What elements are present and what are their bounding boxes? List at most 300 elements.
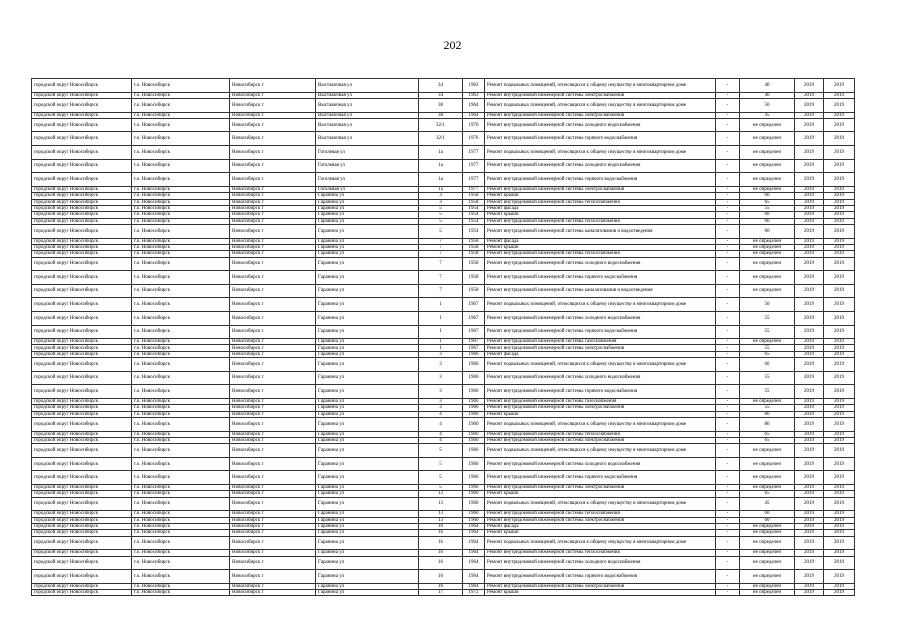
cell-locality: Новосибирск г xyxy=(230,271,316,285)
cell-house-number: 7 xyxy=(419,251,463,257)
cell-year-end: 2019 xyxy=(824,271,855,285)
cell-district: г.о. Новосибирск xyxy=(132,583,230,589)
cell-dash: - xyxy=(716,224,740,238)
cell-year-start: 2019 xyxy=(795,351,824,357)
cell-year-end: 2019 xyxy=(824,146,855,160)
cell-street: Гаранина ул xyxy=(316,398,419,404)
cell-build-year: 1964 xyxy=(463,536,485,550)
cell-dash: - xyxy=(716,417,740,431)
cell-district: г.о. Новосибирск xyxy=(132,92,230,98)
cell-cost: 60 xyxy=(740,212,795,218)
cell-year-end: 2019 xyxy=(824,491,855,497)
cell-district: г.о. Новосибирск xyxy=(132,339,230,345)
cell-street: Гаранина ул xyxy=(316,457,419,471)
cell-year-end: 2019 xyxy=(824,530,855,536)
cell-house-number: 16 xyxy=(419,536,463,550)
cell-cost: не определен xyxy=(740,251,795,257)
cell-build-year: 1977 xyxy=(463,173,485,187)
cell-work-type: Ремонт внутридомовой инженерной системы горячего водоснабжения xyxy=(485,173,716,187)
cell-street: Выставочная ул xyxy=(316,79,419,93)
cell-house-number: 1 xyxy=(419,298,463,312)
cell-street: Гаранина ул xyxy=(316,583,419,589)
cell-year-end: 2019 xyxy=(824,92,855,98)
cell-house-number: 3 xyxy=(419,398,463,404)
cell-build-year: 1964 xyxy=(463,550,485,556)
cell-district: г.о. Новосибирск xyxy=(132,385,230,399)
cell-work-type: Ремонт внутридомовой инженерной системы холодного водоснабжения xyxy=(485,556,716,570)
cell-year-end: 2019 xyxy=(824,132,855,146)
cell-year-start: 2019 xyxy=(795,570,824,584)
cell-house-number: 7 xyxy=(419,284,463,298)
cell-year-start: 2019 xyxy=(795,284,824,298)
cell-year-end: 2019 xyxy=(824,570,855,584)
cell-house-number: 1 xyxy=(419,311,463,325)
cell-street: Гаранина ул xyxy=(316,385,419,399)
cell-year-start: 2019 xyxy=(795,491,824,497)
cell-street: Гаранина ул xyxy=(316,257,419,271)
cell-house-number: 16 xyxy=(419,583,463,589)
table-row xyxy=(32,457,855,471)
cell-year-end: 2019 xyxy=(824,284,855,298)
cell-year-start: 2019 xyxy=(795,238,824,244)
cell-dash: - xyxy=(716,325,740,339)
cell-work-type: Ремонт крыши xyxy=(485,212,716,218)
cell-street: Гаранина ул xyxy=(316,298,419,312)
cell-cost: не определен xyxy=(740,271,795,285)
cell-year-start: 2019 xyxy=(795,251,824,257)
cell-district: г.о. Новосибирск xyxy=(132,590,230,596)
cell-municipality: городской округ Новосибирск xyxy=(32,405,132,411)
cell-district: г.о. Новосибирск xyxy=(132,224,230,238)
cell-dash: - xyxy=(716,159,740,173)
cell-house-number: 3 xyxy=(419,385,463,399)
cell-cost: 50 xyxy=(740,98,795,112)
cell-street: Гаранина ул xyxy=(316,471,419,485)
cell-house-number: 1 xyxy=(419,345,463,351)
cell-district: г.о. Новосибирск xyxy=(132,132,230,146)
cell-locality: Новосибирск г xyxy=(230,118,316,132)
cell-locality: Новосибирск г xyxy=(230,491,316,497)
cell-dash: - xyxy=(716,257,740,271)
cell-district: г.о. Новосибирск xyxy=(132,199,230,205)
cell-dash: - xyxy=(716,345,740,351)
cell-year-start: 2019 xyxy=(795,417,824,431)
cell-year-start: 2019 xyxy=(795,186,824,192)
cell-district: г.о. Новосибирск xyxy=(132,517,230,523)
cell-cost: 65 xyxy=(740,351,795,357)
cell-street: Гаранина ул xyxy=(316,251,419,257)
cell-dash: - xyxy=(716,556,740,570)
cell-build-year: 1966 xyxy=(463,358,485,372)
cell-year-end: 2019 xyxy=(824,437,855,443)
cell-year-start: 2019 xyxy=(795,339,824,345)
cell-work-type: Ремонт подвальных помещений, относящихся к общему имуществу в многоквартирном доме xyxy=(485,536,716,550)
cell-locality: Новосибирск г xyxy=(230,550,316,556)
cell-build-year: 1964 xyxy=(463,98,485,112)
cell-dash: - xyxy=(716,98,740,112)
cell-year-start: 2019 xyxy=(795,146,824,160)
cell-year-end: 2019 xyxy=(824,371,855,385)
table-row xyxy=(32,556,855,570)
cell-year-start: 2019 xyxy=(795,205,824,211)
cell-year-end: 2019 xyxy=(824,351,855,357)
cell-dash: - xyxy=(716,193,740,199)
cell-year-start: 2019 xyxy=(795,590,824,596)
cell-street: Гоголевая ул xyxy=(316,186,419,192)
cell-year-start: 2019 xyxy=(795,199,824,205)
cell-municipality: городской округ Новосибирск xyxy=(32,112,132,118)
cell-house-number: 7 xyxy=(419,244,463,250)
cell-street: Гаранина ул xyxy=(316,485,419,491)
cell-locality: Новосибирск г xyxy=(230,385,316,399)
cell-year-end: 2019 xyxy=(824,118,855,132)
cell-street: Гаранина ул xyxy=(316,411,419,417)
cell-work-type: Ремонт внутридомовой инженерной системы холодного водоснабжения xyxy=(485,311,716,325)
cell-cost: 60 xyxy=(740,224,795,238)
cell-build-year: 1958 xyxy=(463,251,485,257)
cell-year-start: 2019 xyxy=(795,411,824,417)
cell-cost: не определен xyxy=(740,485,795,491)
cell-cost: не определен xyxy=(740,159,795,173)
cell-street: Выставочная ул xyxy=(316,132,419,146)
cell-dash: - xyxy=(716,92,740,98)
cell-municipality: городской округ Новосибирск xyxy=(32,517,132,523)
cell-dash: - xyxy=(716,271,740,285)
cell-locality: Новосибирск г xyxy=(230,79,316,93)
cell-municipality: городской округ Новосибирск xyxy=(32,212,132,218)
cell-locality: Новосибирск г xyxy=(230,570,316,584)
cell-dash: - xyxy=(716,244,740,250)
cell-work-type: Ремонт подвальных помещений, относящихся к общему имуществу в многоквартирном доме xyxy=(485,417,716,431)
cell-year-start: 2019 xyxy=(795,358,824,372)
cell-municipality: городской округ Новосибирск xyxy=(32,536,132,550)
table-row xyxy=(32,536,855,550)
cell-cost: 50 xyxy=(740,298,795,312)
cell-build-year: 1963 xyxy=(463,92,485,98)
cell-locality: Новосибирск г xyxy=(230,590,316,596)
cell-dash: - xyxy=(716,471,740,485)
cell-build-year: 1966 xyxy=(463,398,485,404)
cell-district: г.о. Новосибирск xyxy=(132,491,230,497)
cell-street: Гаранина ул xyxy=(316,523,419,529)
cell-year-end: 2019 xyxy=(824,405,855,411)
cell-district: г.о. Новосибирск xyxy=(132,212,230,218)
cell-locality: Новосибирск г xyxy=(230,193,316,199)
cell-dash: - xyxy=(716,497,740,511)
cell-work-type: Ремонт внутридомовой инженерной системы электроснабжения xyxy=(485,112,716,118)
cell-street: Гаранина ул xyxy=(316,224,419,238)
cell-locality: Новосибирск г xyxy=(230,159,316,173)
cell-dash: - xyxy=(716,251,740,257)
table-row xyxy=(32,358,855,372)
cell-build-year: 1967 xyxy=(463,298,485,312)
cell-build-year: 1966 xyxy=(463,385,485,399)
cell-year-end: 2019 xyxy=(824,325,855,339)
cell-locality: Новосибирск г xyxy=(230,298,316,312)
cell-year-end: 2019 xyxy=(824,79,855,93)
cell-year-start: 2019 xyxy=(795,298,824,312)
cell-cost: не определен xyxy=(740,590,795,596)
cell-municipality: городской округ Новосибирск xyxy=(32,431,132,437)
cell-year-start: 2019 xyxy=(795,485,824,491)
cell-district: г.о. Новосибирск xyxy=(132,298,230,312)
cell-dash: - xyxy=(716,199,740,205)
cell-street: Гаранина ул xyxy=(316,212,419,218)
cell-municipality: городской округ Новосибирск xyxy=(32,485,132,491)
cell-district: г.о. Новосибирск xyxy=(132,205,230,211)
cell-municipality: городской округ Новосибирск xyxy=(32,530,132,536)
cell-district: г.о. Новосибирск xyxy=(132,471,230,485)
cell-year-end: 2019 xyxy=(824,98,855,112)
cell-build-year: 1966 xyxy=(463,351,485,357)
cell-house-number: 38 xyxy=(419,98,463,112)
cell-dash: - xyxy=(716,311,740,325)
cell-cost: 55 xyxy=(740,311,795,325)
cell-build-year: 1964 xyxy=(463,523,485,529)
cell-year-end: 2019 xyxy=(824,358,855,372)
cell-work-type: Ремонт внутридомовой инженерной системы горячего водоснабжения xyxy=(485,325,716,339)
cell-year-start: 2019 xyxy=(795,118,824,132)
cell-municipality: городской округ Новосибирск xyxy=(32,218,132,224)
cell-build-year: 1966 xyxy=(463,485,485,491)
cell-district: г.о. Новосибирск xyxy=(132,536,230,550)
cell-year-start: 2019 xyxy=(795,431,824,437)
cell-year-start: 2019 xyxy=(795,193,824,199)
cell-street: Гаранина ул xyxy=(316,405,419,411)
table-row xyxy=(32,159,855,173)
cell-dash: - xyxy=(716,411,740,417)
cell-street: Гаранина ул xyxy=(316,284,419,298)
cell-work-type: Ремонт внутридомовой инженерной системы горячего водоснабжения xyxy=(485,271,716,285)
cell-build-year: 1966 xyxy=(463,371,485,385)
cell-year-start: 2019 xyxy=(795,398,824,404)
cell-cost: не определен xyxy=(740,173,795,187)
cell-dash: - xyxy=(716,132,740,146)
table-row xyxy=(32,497,855,511)
cell-work-type: Ремонт внутридомовой инженерной системы холодного водоснабжения xyxy=(485,457,716,471)
cell-house-number: 16 xyxy=(419,523,463,529)
cell-dash: - xyxy=(716,238,740,244)
cell-street: Гаранина ул xyxy=(316,345,419,351)
page-number: 202 xyxy=(443,38,462,52)
cell-dash: - xyxy=(716,112,740,118)
cell-dash: - xyxy=(716,457,740,471)
cell-dash: - xyxy=(716,173,740,187)
cell-street: Гаранина ул xyxy=(316,339,419,345)
cell-build-year: 1954 xyxy=(463,218,485,224)
cell-dash: - xyxy=(716,118,740,132)
table-row xyxy=(32,471,855,485)
cell-year-start: 2019 xyxy=(795,244,824,250)
cell-municipality: городской округ Новосибирск xyxy=(32,257,132,271)
cell-build-year: 1964 xyxy=(463,570,485,584)
cell-work-type: Ремонт крыши xyxy=(485,590,716,596)
cell-year-end: 2019 xyxy=(824,497,855,511)
table-row xyxy=(32,271,855,285)
cell-year-end: 2019 xyxy=(824,457,855,471)
cell-municipality: городской округ Новосибирск xyxy=(32,224,132,238)
cell-house-number: 16 xyxy=(419,570,463,584)
cell-locality: Новосибирск г xyxy=(230,146,316,160)
cell-street: Гаранина ул xyxy=(316,517,419,523)
cell-municipality: городской округ Новосибирск xyxy=(32,118,132,132)
cell-house-number: 4 xyxy=(419,411,463,417)
cell-year-end: 2019 xyxy=(824,339,855,345)
cell-build-year: 1954 xyxy=(463,224,485,238)
cell-district: г.о. Новосибирск xyxy=(132,257,230,271)
cell-build-year: 1960 xyxy=(463,511,485,517)
cell-build-year: 1958 xyxy=(463,244,485,250)
table-row xyxy=(32,79,855,93)
cell-house-number: 1а xyxy=(419,146,463,160)
cell-year-start: 2019 xyxy=(795,385,824,399)
cell-year-end: 2019 xyxy=(824,298,855,312)
cell-municipality: городской округ Новосибирск xyxy=(32,511,132,517)
cell-year-end: 2019 xyxy=(824,411,855,417)
cell-locality: Новосибирск г xyxy=(230,98,316,112)
cell-district: г.о. Новосибирск xyxy=(132,271,230,285)
cell-house-number: 5 xyxy=(419,224,463,238)
cell-municipality: городской округ Новосибирск xyxy=(32,491,132,497)
cell-district: г.о. Новосибирск xyxy=(132,173,230,187)
cell-dash: - xyxy=(716,205,740,211)
cell-work-type: Ремонт внутридомовой инженерной системы канализования и водоотведения xyxy=(485,284,716,298)
cell-build-year: 1966 xyxy=(463,444,485,458)
cell-work-type: Ремонт подвальных помещений, относящихся к общему имуществу в многоквартирном доме xyxy=(485,146,716,160)
cell-cost: 45 xyxy=(740,112,795,118)
cell-build-year: 1964 xyxy=(463,556,485,570)
cell-district: г.о. Новосибирск xyxy=(132,570,230,584)
cell-cost: 55 xyxy=(740,405,795,411)
cell-cost: не определен xyxy=(740,530,795,536)
cell-house-number: 4 xyxy=(419,417,463,431)
cell-year-end: 2019 xyxy=(824,224,855,238)
cell-cost: 55 xyxy=(740,205,795,211)
cell-cost: не определен xyxy=(740,457,795,471)
cell-locality: Новосибирск г xyxy=(230,431,316,437)
cell-work-type: Ремонт внутридомовой инженерной системы электроснабжения xyxy=(485,186,716,192)
cell-house-number: 1а xyxy=(419,186,463,192)
cell-house-number: 13 xyxy=(419,491,463,497)
cell-work-type: Ремонт внутридомовой инженерной системы холодного водоснабжения xyxy=(485,118,716,132)
cell-build-year: 1977 xyxy=(463,186,485,192)
cell-year-end: 2019 xyxy=(824,583,855,589)
cell-work-type: Ремонт фасада xyxy=(485,523,716,529)
cell-work-type: Ремонт внутридомовой инженерной системы теплоснабжения xyxy=(485,511,716,517)
cell-house-number: 7 xyxy=(419,238,463,244)
cell-house-number: 1 xyxy=(419,339,463,345)
cell-house-number: 13 xyxy=(419,497,463,511)
cell-work-type: Ремонт подвальных помещений, относящихся к общему имуществу в многоквартирном доме xyxy=(485,79,716,93)
cell-municipality: городской округ Новосибирск xyxy=(32,146,132,160)
cell-work-type: Ремонт подвальных помещений, относящихся к общему имуществу в многоквартирном доме xyxy=(485,298,716,312)
table-row xyxy=(32,284,855,298)
cell-street: Гаранина ул xyxy=(316,325,419,339)
cell-dash: - xyxy=(716,491,740,497)
cell-locality: Новосибирск г xyxy=(230,238,316,244)
cell-year-end: 2019 xyxy=(824,550,855,556)
cell-cost: не определен xyxy=(740,146,795,160)
cell-year-end: 2019 xyxy=(824,511,855,517)
cell-street: Гаранина ул xyxy=(316,358,419,372)
cell-cost: 55 xyxy=(740,325,795,339)
cell-municipality: городской округ Новосибирск xyxy=(32,351,132,357)
cell-locality: Новосибирск г xyxy=(230,351,316,357)
table-row xyxy=(32,570,855,584)
cell-work-type: Ремонт крыши xyxy=(485,530,716,536)
cell-year-start: 2019 xyxy=(795,550,824,556)
cell-street: Гаранина ул xyxy=(316,271,419,285)
cell-dash: - xyxy=(716,437,740,443)
cell-district: г.о. Новосибирск xyxy=(132,371,230,385)
cell-locality: Новосибирск г xyxy=(230,224,316,238)
cell-cost: не определен xyxy=(740,583,795,589)
cell-work-type: Ремонт внутридомовой инженерной системы теплоснабжения xyxy=(485,199,716,205)
cell-municipality: городской округ Новосибирск xyxy=(32,79,132,93)
cell-year-end: 2019 xyxy=(824,251,855,257)
cell-municipality: городской округ Новосибирск xyxy=(32,132,132,146)
cell-year-start: 2019 xyxy=(795,471,824,485)
table-row xyxy=(32,325,855,339)
cell-dash: - xyxy=(716,485,740,491)
cell-street: Гоголевая ул xyxy=(316,159,419,173)
cell-dash: - xyxy=(716,385,740,399)
cell-cost: не определен xyxy=(740,536,795,550)
cell-year-start: 2019 xyxy=(795,112,824,118)
cell-work-type: Ремонт внутридомовой инженерной системы горячего водоснабжения xyxy=(485,385,716,399)
cell-dash: - xyxy=(716,146,740,160)
cell-cost: не определен xyxy=(740,257,795,271)
cell-house-number: 3 xyxy=(419,358,463,372)
cell-year-start: 2019 xyxy=(795,132,824,146)
cell-dash: - xyxy=(716,298,740,312)
table-body xyxy=(32,79,855,596)
cell-build-year: 1976 xyxy=(463,118,485,132)
cell-locality: Новосибирск г xyxy=(230,523,316,529)
cell-year-end: 2019 xyxy=(824,556,855,570)
cell-house-number: 1а xyxy=(419,173,463,187)
cell-year-end: 2019 xyxy=(824,193,855,199)
cell-work-type: Ремонт подвальных помещений, относящихся к общему имуществу в многоквартирном доме xyxy=(485,98,716,112)
table-row xyxy=(32,444,855,458)
cell-year-start: 2019 xyxy=(795,79,824,93)
cell-work-type: Ремонт внутридомовой инженерной системы холодного водоснабжения xyxy=(485,257,716,271)
cell-street: Гаранина ул xyxy=(316,511,419,517)
cell-municipality: городской округ Новосибирск xyxy=(32,523,132,529)
cell-cost: не определен xyxy=(740,444,795,458)
cell-dash: - xyxy=(716,339,740,345)
cell-locality: Новосибирск г xyxy=(230,205,316,211)
cell-cost: 65 xyxy=(740,491,795,497)
cell-street: Гаранина ул xyxy=(316,536,419,550)
table-row xyxy=(32,224,855,238)
cell-build-year: 1967 xyxy=(463,325,485,339)
cell-locality: Новосибирск г xyxy=(230,417,316,431)
cell-work-type: Ремонт внутридомовой инженерной системы газоснабжения xyxy=(485,398,716,404)
cell-locality: Новосибирск г xyxy=(230,530,316,536)
cell-build-year: 1967 xyxy=(463,311,485,325)
cell-street: Гаранина ул xyxy=(316,417,419,431)
cell-district: г.о. Новосибирск xyxy=(132,405,230,411)
cell-work-type: Ремонт внутридомовой инженерной системы электроснабжения xyxy=(485,583,716,589)
cell-cost: 55 xyxy=(740,371,795,385)
cell-work-type: Ремонт внутридомовой инженерной системы теплоснабжения xyxy=(485,431,716,437)
cell-municipality: городской округ Новосибирск xyxy=(32,311,132,325)
cell-locality: Новосибирск г xyxy=(230,173,316,187)
cell-build-year: 1958 xyxy=(463,238,485,244)
cell-house-number: 16 xyxy=(419,530,463,536)
table-row xyxy=(32,385,855,399)
